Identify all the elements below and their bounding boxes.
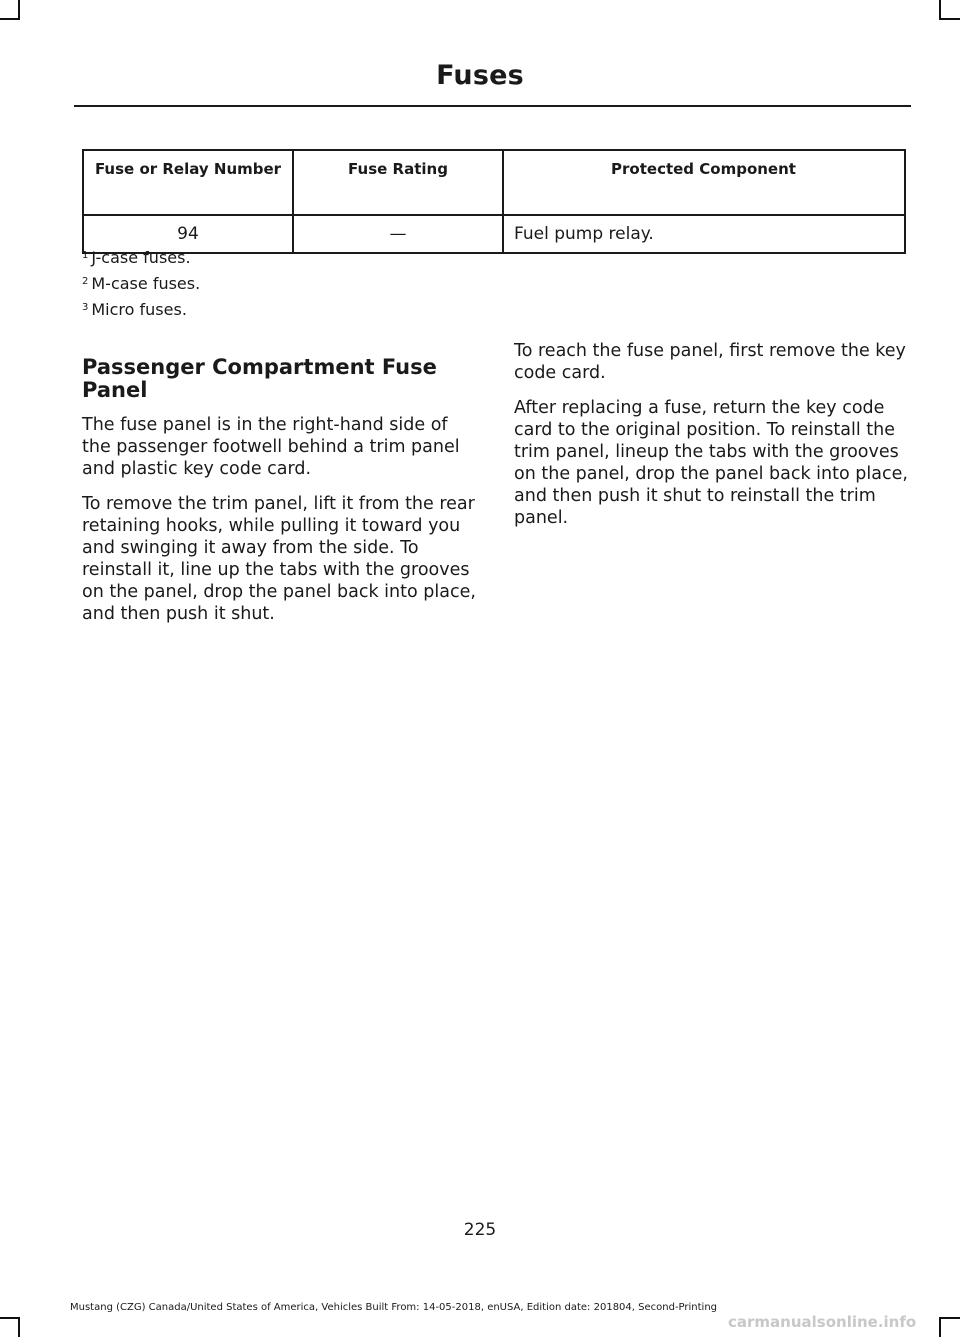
footnote-mark: 3 (82, 302, 89, 313)
column-header-component: Protected Component (503, 150, 905, 215)
footnote-text: M-case fuses. (91, 274, 201, 293)
watermark: carmanualsonline.info (728, 1313, 917, 1331)
paragraph: To reach the fuse panel, first remove the key code card. (514, 341, 906, 383)
section-heading: Passenger Compartment Fuse Panel (82, 355, 437, 402)
footnote-text: J-case fuses. (91, 248, 191, 267)
crop-mark (940, 18, 960, 20)
footnote (82, 248, 200, 274)
footnote (82, 300, 200, 326)
table-row (83, 215, 905, 253)
crop-mark (939, 1317, 941, 1337)
column-header-rating: Fuse Rating (293, 150, 503, 215)
crop-mark (0, 18, 20, 20)
fuse-rating-cell: — (293, 215, 503, 253)
table-header-row (83, 150, 905, 215)
footnote-mark: 2 (82, 276, 89, 287)
paragraph: To remove the trim panel, lift it from the rear retaining hooks, while pulling it toward you and swinging it away from the side. To reinstall it, line up the tabs with the grooves on the panel, drop the panel back into place, and then push it shut. (82, 494, 476, 624)
fuse-table (82, 149, 906, 254)
crop-mark (18, 0, 20, 20)
footnote (82, 274, 200, 300)
crop-mark (0, 1317, 20, 1319)
crop-mark (18, 1317, 20, 1337)
page-number: 225 (463, 1220, 497, 1240)
crop-mark (939, 0, 941, 20)
right-column (514, 340, 909, 542)
crop-mark (940, 1317, 960, 1319)
page-title: Fuses (436, 60, 524, 91)
left-column (82, 356, 477, 638)
edition-line: Mustang (CZG) Canada/United States of America, Vehicles Built From: 14-05-2018, enUSA, Edition date: 201804, Second-Printing (70, 1302, 718, 1313)
footnote-text: Micro fuses. (91, 300, 187, 319)
column-header-number: Fuse or Relay Number (83, 150, 293, 215)
footnote-mark: 1 (82, 250, 89, 261)
title-divider (74, 105, 911, 107)
footnotes (82, 248, 200, 326)
protected-component-cell: Fuel pump relay. (503, 215, 905, 253)
fuse-number-cell: 94 (83, 215, 293, 253)
paragraph: After replacing a fuse, return the key code card to the original position. To reinstall the trim panel, lineup the tabs with the grooves on the panel, drop the panel back into place, and then push it shut to reinstall the trim panel. (514, 398, 908, 528)
paragraph: The fuse panel is in the right-hand side of the passenger footwell behind a trim panel and plastic key code card. (82, 415, 460, 479)
